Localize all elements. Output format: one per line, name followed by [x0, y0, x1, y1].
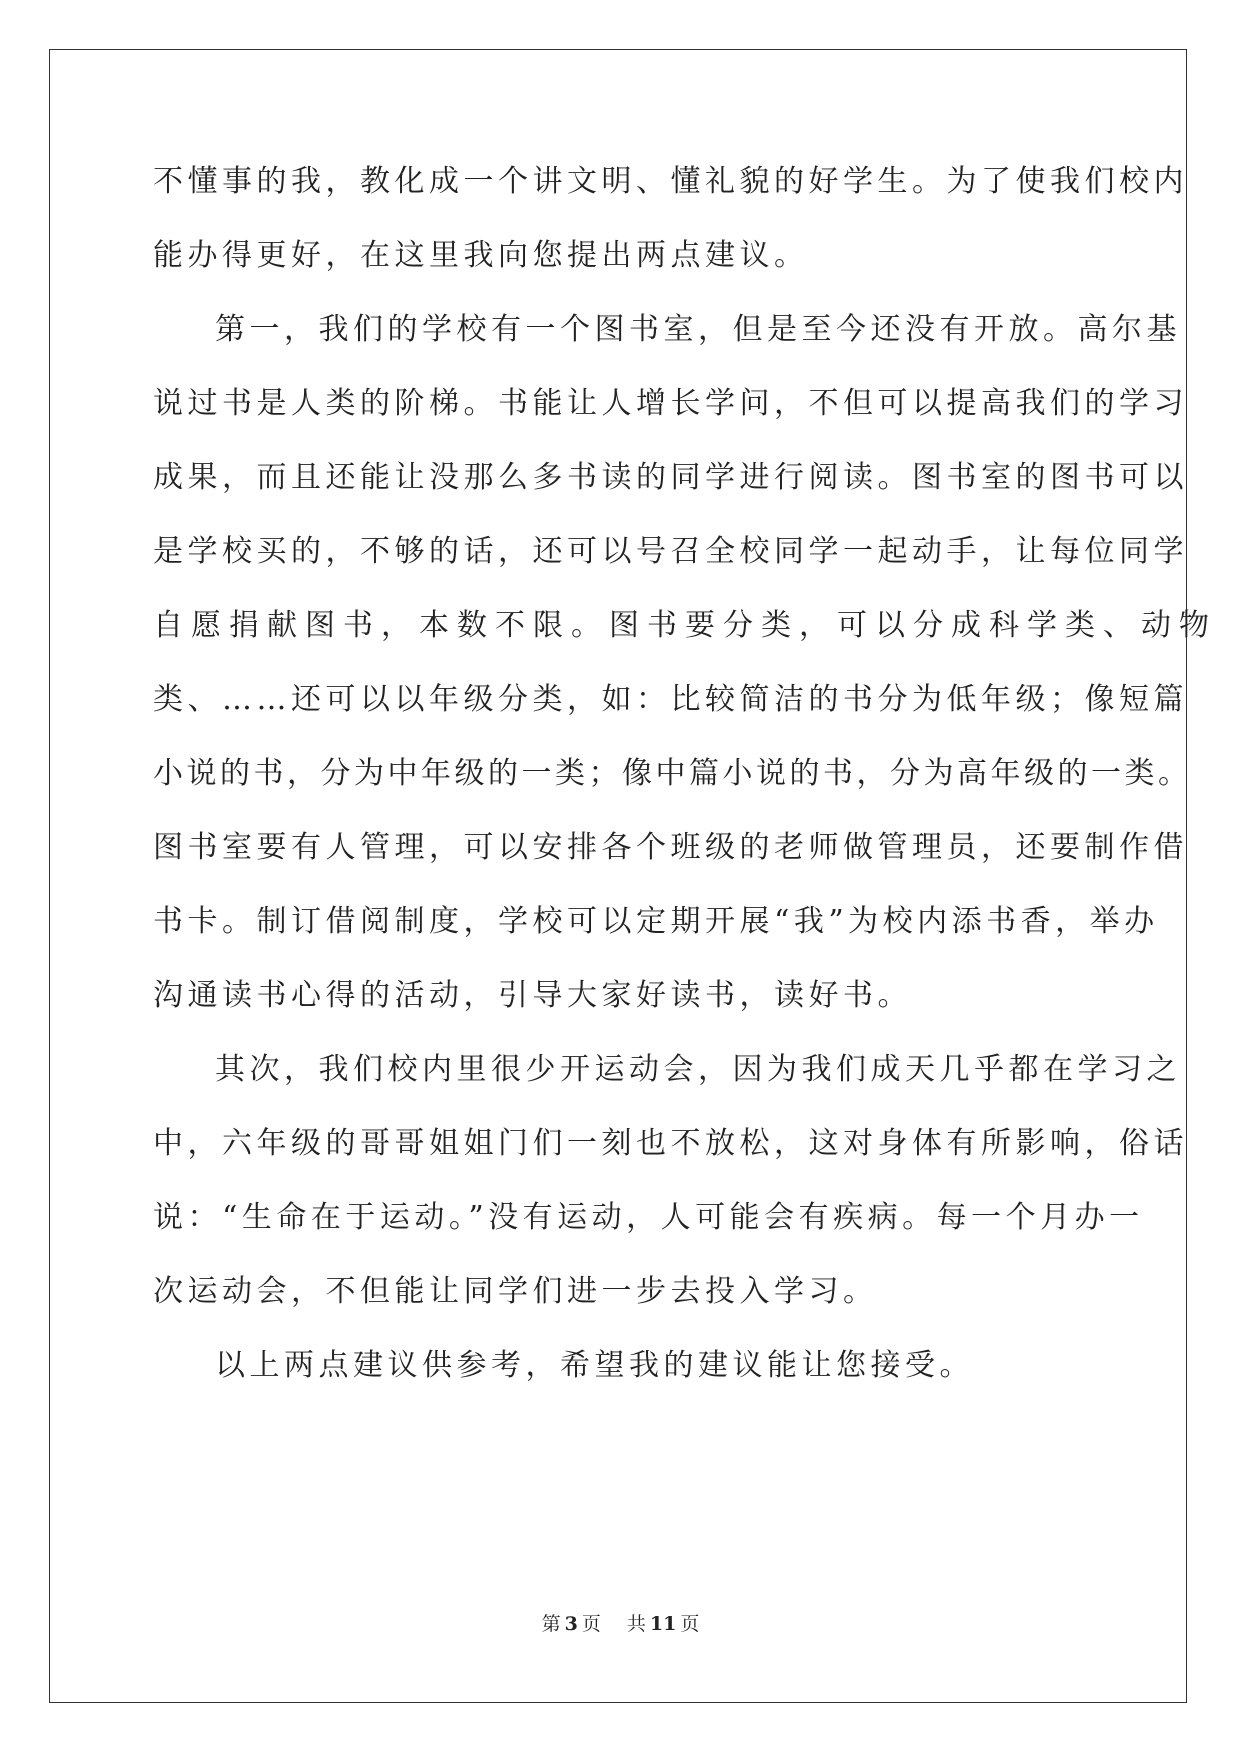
text-line: 沟通读书心得的活动，引导大家好读书，读好书。: [153, 978, 912, 1013]
page-number: 3: [564, 1613, 578, 1635]
page-suffix: 页: [581, 1613, 601, 1635]
text-line: 自愿捐献图书，本数不限。图书要分类，可以分成科学类、动物: [153, 608, 1217, 643]
text-line: 说过书是人类的阶梯。书能让人增长学问，不但可以提高我们的学习: [153, 386, 1188, 421]
page-frame: [49, 49, 1187, 1703]
text-line: 小说的书，分为中年级的一类；像中篇小说的书，分为高年级的一类。: [153, 756, 1192, 791]
text-line: 书卡。制订借阅制度，学校可以定期开展“我”为校内添书香，举办: [153, 904, 1159, 939]
text-line: 次运动会，不但能让同学们进一步去投入学习。: [153, 1274, 878, 1309]
paragraph-start-line: 以上两点建议供参考，希望我的建议能让您接受。: [215, 1348, 974, 1383]
paragraph-start-line: 第一，我们的学校有一个图书室，但是至今还没有开放。高尔基: [215, 312, 1181, 347]
paragraph-start-line: 其次，我们校内里很少开运动会，因为我们成天几乎都在学习之: [215, 1052, 1181, 1087]
text-line: 能办得更好，在这里我向您提出两点建议。: [153, 238, 809, 273]
total-suffix: 页: [680, 1613, 700, 1635]
text-line: 图书室要有人管理，可以安排各个班级的老师做管理员，还要制作借: [153, 830, 1188, 865]
total-prefix: 共: [626, 1613, 646, 1635]
text-line: 成果，而且还能让没那么多书读的同学进行阅读。图书室的图书可以: [153, 460, 1188, 495]
page-footer: [0, 1612, 1241, 1636]
text-line: 不懂事的我，教化成一个讲文明、懂礼貌的好学生。为了使我们校内: [153, 164, 1188, 199]
text-line: 说：“生命在于运动。”没有运动，人可能会有疾病。每一个月办一: [153, 1200, 1144, 1235]
text-line: 类、……还可以以年级分类，如：比较简洁的书分为低年级；像短篇: [153, 682, 1188, 717]
text-line: 中，六年级的哥哥姐姐门们一刻也不放松，这对身体有所影响，俗话: [153, 1126, 1188, 1161]
total-pages: 11: [649, 1613, 677, 1635]
page-prefix: 第: [541, 1613, 561, 1635]
text-line: 是学校买的，不够的话，还可以号召全校同学一起动手，让每位同学: [153, 534, 1188, 569]
